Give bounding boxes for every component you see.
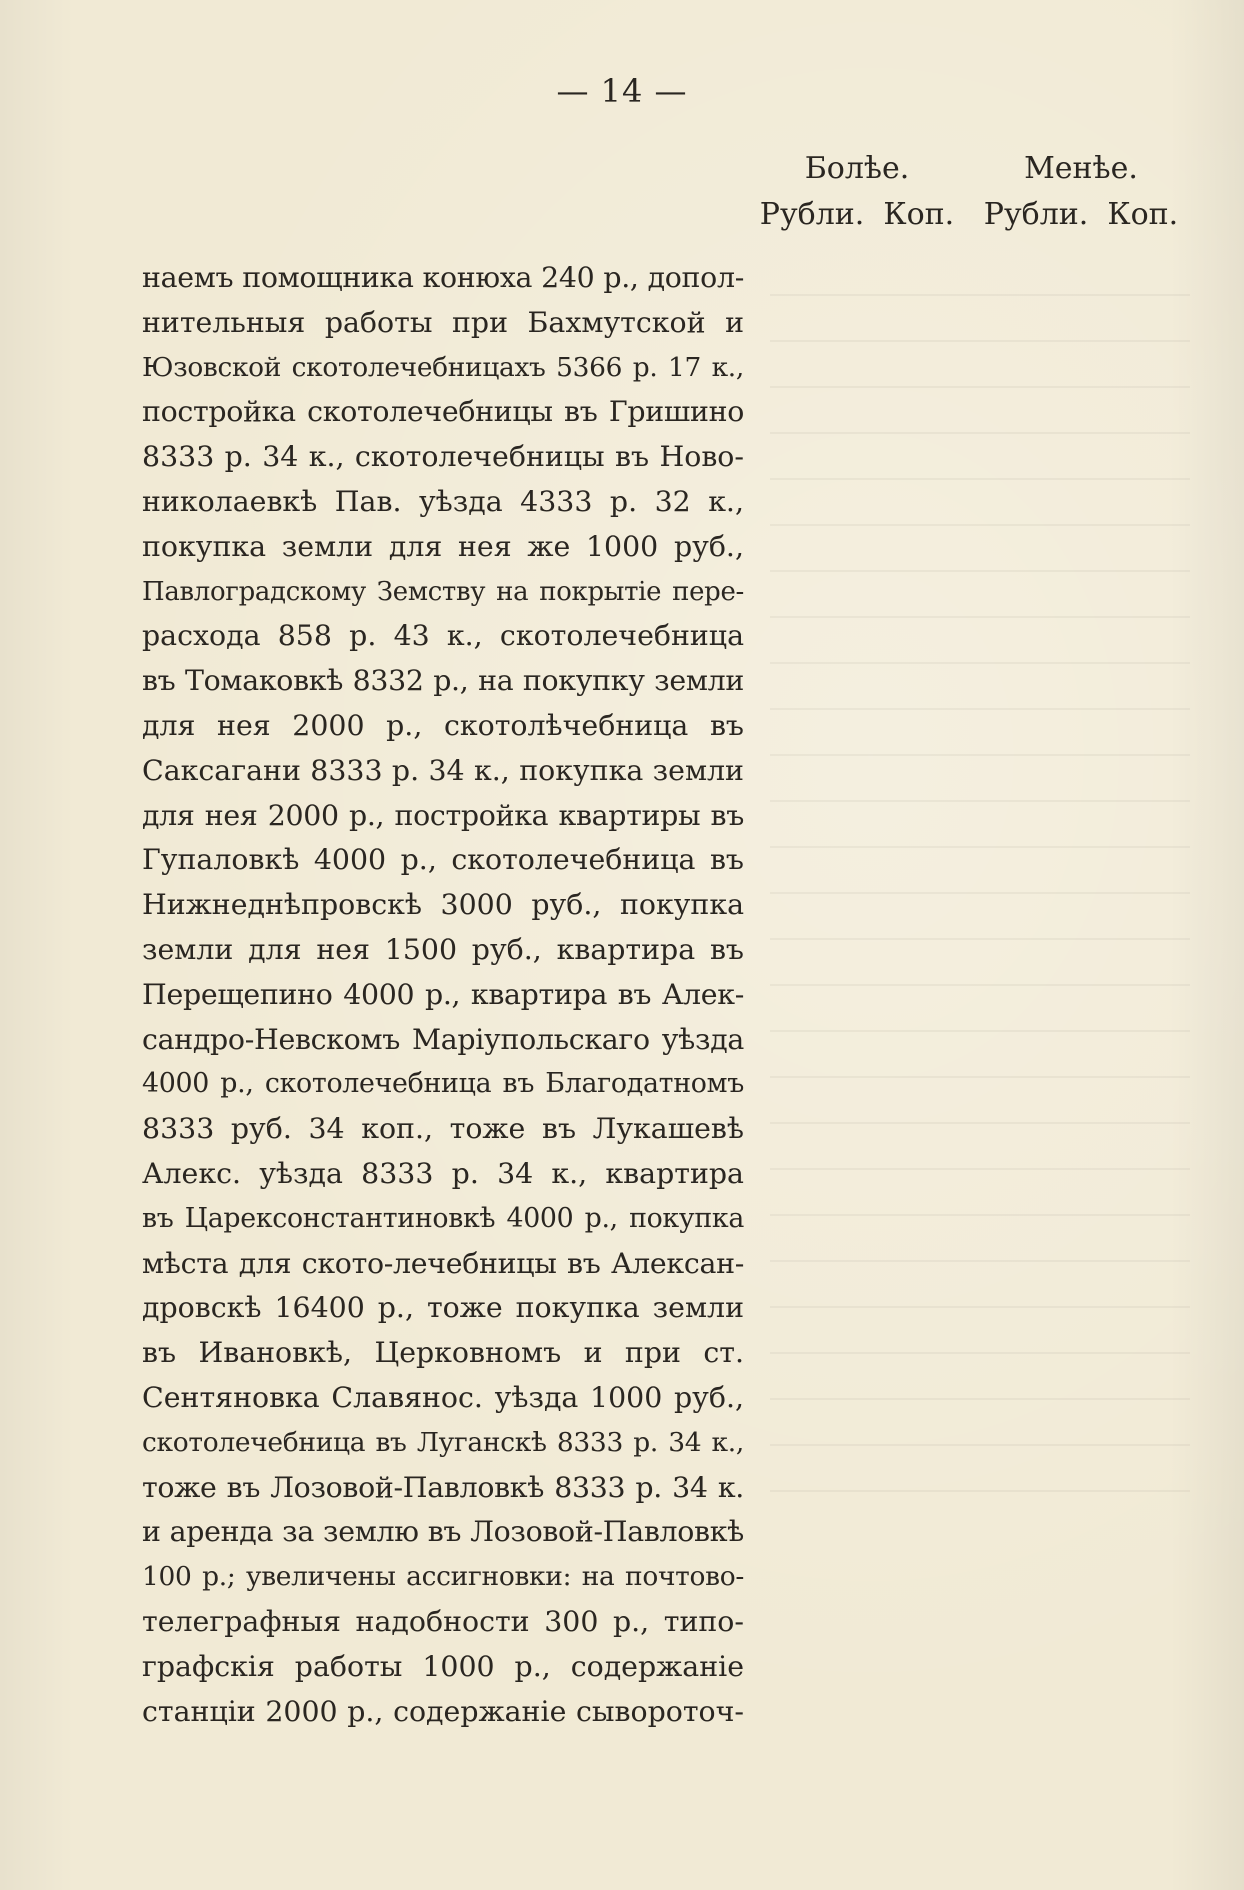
text-line: тоже въ Лозовой-Павловкѣ 8333 р. 34 к. <box>142 1470 744 1504</box>
text-line: мѣста для ското-лечебницы въ Алексан- <box>142 1246 744 1280</box>
text-line: Перещепино 4000 р., квартира въ Алек- <box>142 977 744 1011</box>
text-line: Саксагани 8333 р. 34 к., покупка земли <box>142 753 744 787</box>
text-line: для нея 2000 р., постройка квартиры въ <box>142 798 744 832</box>
text-line: наемъ помощника конюха 240 р., допол- <box>142 261 744 294</box>
text-line: въ Царексонстантиновкѣ 4000 р., покупка <box>142 1202 744 1234</box>
text-line: Гупаловкѣ 4000 р., скотолечебница въ <box>142 843 744 877</box>
text-line: николаевкѣ Пав. уѣзда 4333 р. 32 к., <box>142 484 744 518</box>
text-line: дровскѣ 16400 р., тоже покупка земли <box>142 1291 744 1325</box>
text-line: 4000 р., скотолечебница въ Благодатномъ <box>142 1068 744 1100</box>
text-line: Павлоградскому Земству на покрытіе пере- <box>142 576 744 607</box>
page-number: — 14 — <box>556 72 688 110</box>
text-line: графскія работы 1000 р., содержаніе <box>142 1649 744 1683</box>
text-line: и аренда за землю въ Лозовой-Павловкѣ <box>142 1515 744 1549</box>
bleed-through-text <box>770 250 1190 1550</box>
column-subheaders-less <box>976 196 1186 234</box>
body-text <box>142 256 744 1734</box>
text-line: телеграфныя надобности 300 р., типо- <box>142 1604 744 1638</box>
column-header-less <box>976 150 1186 234</box>
column-title-more: Болѣе. <box>804 151 910 186</box>
text-line: въ Томаковкѣ 8332 р., на покупку земли <box>142 664 744 698</box>
text-line: сандро-Невскомъ Маріупольскаго уѣзда <box>142 1022 744 1056</box>
text-line: скотолечебница въ Луганскѣ 8333 р. 34 к., <box>142 1426 744 1458</box>
text-line: расхода 858 р. 43 к., скотолечебница <box>142 619 744 653</box>
column-kopecks-less: Коп. <box>1107 197 1179 232</box>
text-line: постройка скотолечебницы въ Гришино <box>142 395 744 429</box>
text-line: Юзовской скотолечебницахъ 5366 р. 17 к., <box>142 351 744 383</box>
text-line: нительныя работы при Бахмутской и <box>142 305 744 339</box>
text-line: Сентяновка Славянос. уѣзда 1000 руб., <box>142 1380 744 1414</box>
text-line: въ Ивановкѣ, Церковномъ и при ст. <box>142 1336 744 1370</box>
text-line: 8333 р. 34 к., скотолечебницы въ Ново- <box>142 440 744 474</box>
column-kopecks-more: Коп. <box>883 197 955 232</box>
text-line: для нея 2000 р., скотолѣчебница въ <box>142 708 744 742</box>
column-subheaders-more <box>752 196 962 234</box>
text-line: покупка земли для нея же 1000 руб., <box>142 529 744 563</box>
text-line: Нижнеднѣпровскѣ 3000 руб., покупка <box>142 888 744 922</box>
text-line: Алекс. уѣзда 8333 р. 34 к., квартира <box>142 1156 744 1190</box>
text-line: 8333 руб. 34 коп., тоже въ Лукашевѣ <box>142 1112 744 1146</box>
column-header-more <box>752 150 962 234</box>
text-line: земли для нея 1500 руб., квартира въ <box>142 932 744 966</box>
text-line: 100 р.; увеличены ассигновки: на почтово- <box>142 1561 744 1593</box>
column-rubles-more: Рубли. <box>759 197 865 232</box>
column-title-less: Менѣе. <box>1024 151 1138 186</box>
text-line: станціи 2000 р., содержаніе сывороточ- <box>142 1694 744 1728</box>
column-rubles-less: Рубли. <box>983 197 1089 232</box>
